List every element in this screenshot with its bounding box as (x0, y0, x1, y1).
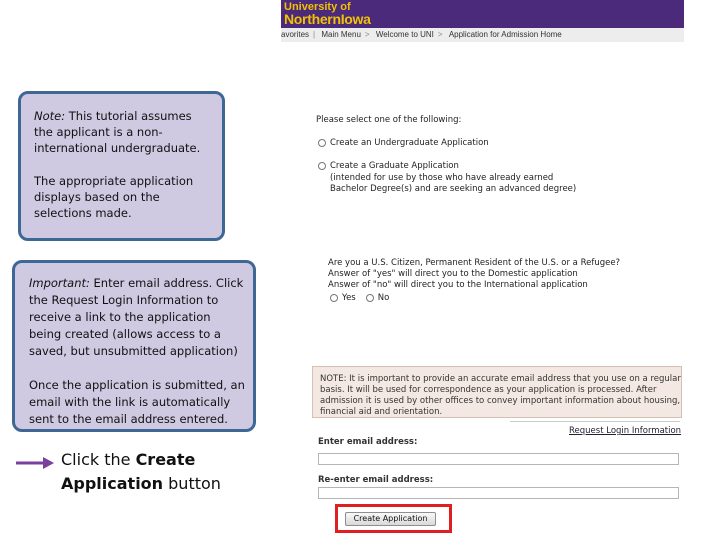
arrow-right-icon (15, 455, 55, 471)
tutorial-note-callout (18, 91, 225, 241)
email-field[interactable] (318, 453, 679, 465)
email-label: Enter email address: (318, 437, 418, 447)
important-paragraph (29, 275, 245, 360)
nav-welcome[interactable]: Welcome to UNI (375, 30, 434, 39)
graduate-option[interactable] (318, 161, 459, 171)
note-paragraph (34, 108, 212, 156)
note-text: This tutorial assumes the applicant is a non-international undergraduate. (34, 109, 201, 155)
undergraduate-option[interactable] (318, 138, 489, 148)
no-radio[interactable] (366, 294, 374, 302)
undergraduate-label: Create an Undergraduate Application (330, 138, 489, 148)
nav-separator: > (437, 30, 443, 39)
citizenship-no-hint: Answer of "no" will direct you to the International application (328, 280, 588, 290)
no-option[interactable] (366, 293, 390, 303)
graduate-radio[interactable] (318, 162, 326, 170)
instruction-bold: Create Application (61, 450, 196, 493)
submission-email-text: Once the application is submitted, an email with the link is automatically sent to the email address entered. (29, 378, 245, 426)
important-text: Enter email address. Click the Request Login Information to receive a link to the application being created (allows access to a saved, but unsubmitted application) (29, 276, 244, 358)
important-label: Important: (29, 276, 90, 290)
graduate-subtext-2: Bachelor Degree(s) and are seeking an advanced degree) (330, 184, 577, 194)
breadcrumb (281, 28, 684, 42)
nav-favorites[interactable]: avorites (281, 30, 310, 39)
university-logo[interactable] (284, 1, 371, 25)
nav-main-menu[interactable]: Main Menu (321, 30, 361, 39)
no-label: No (377, 293, 390, 303)
email-note: NOTE: It is important to provide an accurate email address that you use on a regular basis. It will be used for correspondence as your application is processed. After admission it is used by other offices to convey important information about housing, financial aid and orientation. (312, 366, 682, 418)
citizenship-yes-hint: Answer of "yes" will direct you to the Domestic application (328, 269, 578, 279)
nav-application-home[interactable]: Application for Admission Home (448, 30, 562, 39)
instruction-text: Click the Create Application button (61, 450, 221, 493)
graduate-subtext-1: (intended for use by those who have already earned (330, 173, 554, 183)
divider (510, 421, 680, 422)
citizenship-text: Are you a U.S. Citizen, Permanent Resident of the U.S. or a Refugee? (328, 258, 621, 268)
request-login-link[interactable]: Request Login Information (569, 426, 682, 436)
select-prompt: Please select one of the following: (316, 115, 462, 125)
logo-line1: University of (284, 1, 351, 13)
application-display-text: The appropriate application displays based on the selections made. (34, 174, 194, 220)
logo-line2: NorthernIowa (284, 11, 371, 27)
undergraduate-radio[interactable] (318, 139, 326, 147)
nav-separator: | (313, 30, 316, 39)
note-label: Note: (34, 109, 66, 123)
yes-option[interactable] (330, 293, 356, 303)
citizenship-question (328, 258, 658, 291)
reemail-label: Re-enter email address: (318, 475, 434, 485)
university-header (281, 0, 684, 28)
yes-label: Yes (342, 293, 356, 303)
nav-separator: > (364, 30, 370, 39)
citizenship-choices (330, 293, 399, 303)
yes-radio[interactable] (330, 294, 338, 302)
create-application-button[interactable]: Create Application (345, 512, 436, 526)
graduate-label: Create a Graduate Application (330, 161, 459, 171)
reemail-field[interactable] (318, 487, 679, 499)
important-email-callout (12, 260, 256, 432)
